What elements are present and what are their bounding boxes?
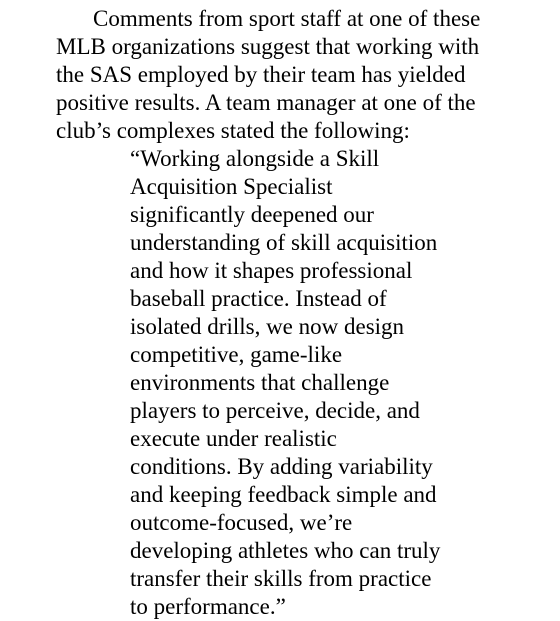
paragraph-line: club’s complexes stated the following: bbox=[56, 118, 410, 143]
quote-line: Acquisition Specialist bbox=[130, 174, 333, 199]
quote-line: significantly deepened our bbox=[130, 202, 374, 227]
quote-line: conditions. By adding variability bbox=[130, 454, 433, 479]
quote-line: “Working alongside a Skill bbox=[130, 146, 380, 171]
quote-line: baseball practice. Instead of bbox=[130, 286, 387, 311]
quote-line: environments that challenge bbox=[130, 370, 390, 395]
quote-line: players to perceive, decide, and bbox=[130, 398, 420, 423]
paragraph-line: Comments from sport staff at one of these bbox=[93, 6, 481, 31]
quote-line: developing athletes who can truly bbox=[130, 538, 441, 563]
quote-line: to performance.” bbox=[130, 594, 286, 619]
paragraph-line: MLB organizations suggest that working with bbox=[56, 34, 480, 59]
quote-line: and keeping feedback simple and bbox=[130, 482, 437, 507]
quote-line: execute under realistic bbox=[130, 426, 337, 451]
quote-line: and how it shapes professional bbox=[130, 258, 413, 283]
quote-line: transfer their skills from practice bbox=[130, 566, 432, 591]
paragraph-line: the SAS employed by their team has yielded bbox=[56, 62, 466, 87]
quote-line: outcome-focused, we’re bbox=[130, 510, 353, 535]
quote-line: isolated drills, we now design bbox=[130, 314, 405, 339]
quote-line: understanding of skill acquisition bbox=[130, 230, 438, 255]
quote-line: competitive, game-like bbox=[130, 342, 343, 367]
paragraph-line: positive results. A team manager at one of the bbox=[56, 90, 476, 115]
